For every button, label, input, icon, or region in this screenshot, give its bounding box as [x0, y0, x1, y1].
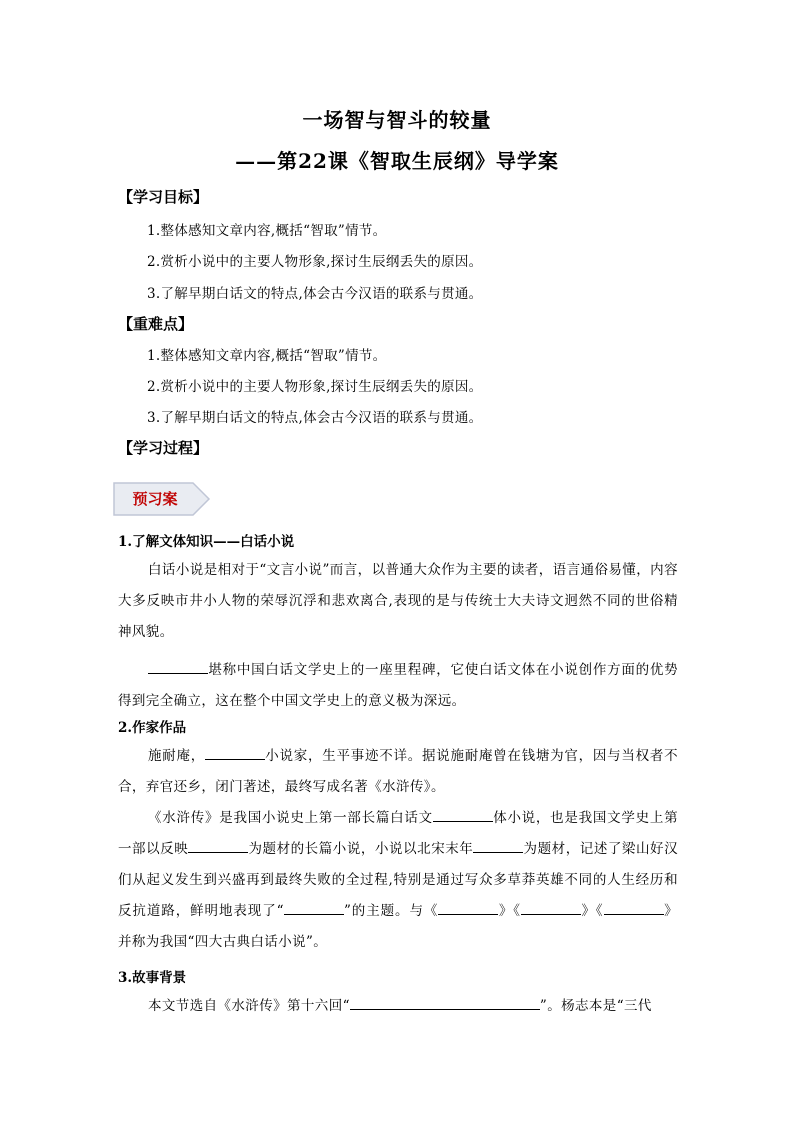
fill-blank[interactable]	[205, 743, 265, 760]
subsection-heading-genre: 1.了解文体知识——白话小说	[118, 534, 295, 550]
page-subtitle: ——第22课《智取生辰纲》导学案	[235, 149, 559, 173]
page-title: 一场智与智斗的较量	[302, 108, 492, 132]
paragraph: 《水浒传》是我国小说史上第一部长篇白话文 体小说，也是我国文学史上第一部以反映 为题材的长篇小说，小说以北宋末年 为题材，记述了梁山好汉们从起义发生到兴盛再到最终失败的全过程,特别是通过写众多草莽英雄不同的人生经历和反抗道路，鲜明地表现了“ ”的主题。与《 》《 》《 》并称为我国“四大古典白话小说”。	[118, 803, 678, 958]
paragraph: 堪称中国白话文学史上的一座里程碑，它使白话文体在小说创作方面的优势得到完全确立，这在整个中国文学史上的意义极为深远。	[118, 655, 678, 717]
fill-blank[interactable]	[433, 805, 493, 822]
goal-item: 1.整体感知文章内容,概括“智取”情节。	[147, 223, 387, 239]
section-heading-keypoints: 【重难点】	[118, 315, 194, 333]
fill-blank[interactable]	[438, 898, 498, 915]
fill-blank[interactable]	[350, 993, 540, 1010]
fill-blank[interactable]	[148, 657, 208, 674]
preview-tag	[113, 482, 211, 516]
fill-blank[interactable]	[473, 836, 523, 853]
subsection-heading-background: 3.故事背景	[118, 970, 187, 986]
section-heading-process: 【学习过程】	[118, 439, 209, 457]
paragraph: 白话小说是相对于“文言小说”而言，以普通大众作为主要的读者，语言通俗易懂，内容大多反映市井小人物的荣辱沉浮和悲欢离合,表现的是与传统士大夫诗文迥然不同的世俗精神风貌。	[118, 562, 678, 640]
keypoint-item: 1.整体感知文章内容,概括“智取”情节。	[147, 348, 387, 364]
paragraph: 本文节选自《水浒传》第十六回“ ”。杨志本是“三代	[118, 991, 678, 1022]
goal-item: 3.了解早期白话文的特点,体会古今汉语的联系与贯通。	[147, 286, 483, 302]
paragraph: 施耐庵， 小说家，生平事迹不详。据说施耐庵曾在钱塘为官，因与当权者不合，弃官还乡，闭门著述，最终写成名著《水浒传》。	[118, 741, 678, 803]
keypoint-item: 3.了解早期白话文的特点,体会古今汉语的联系与贯通。	[147, 410, 483, 426]
fill-blank[interactable]	[284, 898, 344, 915]
keypoint-item: 2.赏析小说中的主要人物形象,探讨生辰纲丢失的原因。	[147, 379, 483, 395]
fill-blank[interactable]	[604, 898, 664, 915]
preview-tag-label: 预习案	[132, 490, 178, 508]
fill-blank[interactable]	[188, 836, 248, 853]
subsection-heading-author: 2.作家作品	[118, 720, 187, 736]
goal-item: 2.赏析小说中的主要人物形象,探讨生辰纲丢失的原因。	[147, 254, 483, 270]
section-heading-goals: 【学习目标】	[118, 188, 209, 206]
fill-blank[interactable]	[521, 898, 581, 915]
